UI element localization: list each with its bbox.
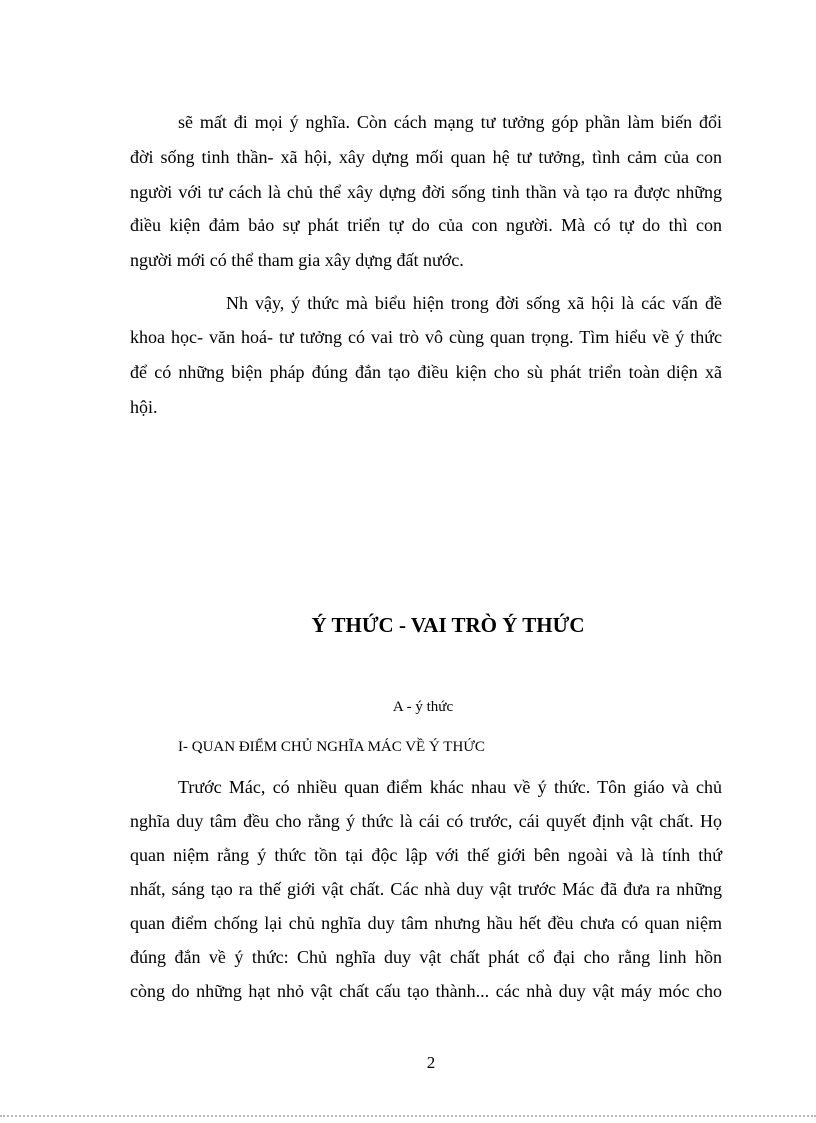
- text-line: quan niệm rằng ý thức tồn tại độc lập với thế giới bên ngoài và là tính thứ: [130, 845, 722, 865]
- text-line: sẽ mất đi mọi ý nghĩa. Còn cách mạng tư tưởng góp phần làm biến đổi: [178, 112, 722, 132]
- text-line: còng do những hạt nhỏ vật chất cấu tạo thành... các nhà duy vật máy móc cho: [130, 981, 722, 1001]
- text-line: để có những biện pháp đúng đắn tạo điều kiện cho sù phát triển toàn diện xã: [130, 362, 722, 382]
- page-bottom-border: [0, 1115, 816, 1117]
- text-line: Nh vậy, ý thức mà biểu hiện trong đời sống xã hội là các vấn đề: [226, 293, 722, 313]
- text-line: đúng đắn về ý thức: Chủ nghĩa duy vật chất phát cổ đại cho rằng linh hồn: [130, 947, 722, 967]
- section-title: I- QUAN ĐIỂM CHỦ NGHĨA MÁC VỀ Ý THỨC: [178, 739, 485, 755]
- page-title: Ý THỨC - VAI TRÒ Ý THỨC: [311, 613, 585, 637]
- text-line: hội.: [130, 397, 158, 417]
- text-line: nghĩa duy tâm đều cho rằng ý thức là cái có trước, cái quyết định vật chất. Họ: [130, 811, 722, 831]
- text-line: điều kiện đảm bảo sự phát triển tự do của con người. Mà có tự do thì con: [130, 215, 722, 235]
- text-line: khoa học- văn hoá- tư tưởng có vai trò vô cùng quan trọng. Tìm hiểu về ý thức: [130, 327, 722, 347]
- text-line: quan điểm chống lại chủ nghĩa duy tâm nhưng hầu hết đều chưa có quan niệm: [130, 913, 722, 933]
- text-line: người mới có thể tham gia xây dựng đất nước.: [130, 250, 464, 270]
- text-line: nhất, sáng tạo ra thế giới vật chất. Các nhà duy vật trước Mác đã đưa ra những: [130, 879, 722, 899]
- text-line: đời sống tinh thần- xã hội, xây dựng mối quan hệ tư tưởng, tình cảm của con: [130, 147, 722, 167]
- text-line: Trước Mác, có nhiều quan điểm khác nhau về ý thức. Tôn giáo và chủ: [178, 777, 722, 797]
- text-line: người với tư cách là chủ thể xây dựng đời sống tinh thần và tạo ra được những: [130, 182, 722, 202]
- subheading: A - ý thức: [392, 699, 454, 715]
- page-number: 2: [426, 1053, 436, 1072]
